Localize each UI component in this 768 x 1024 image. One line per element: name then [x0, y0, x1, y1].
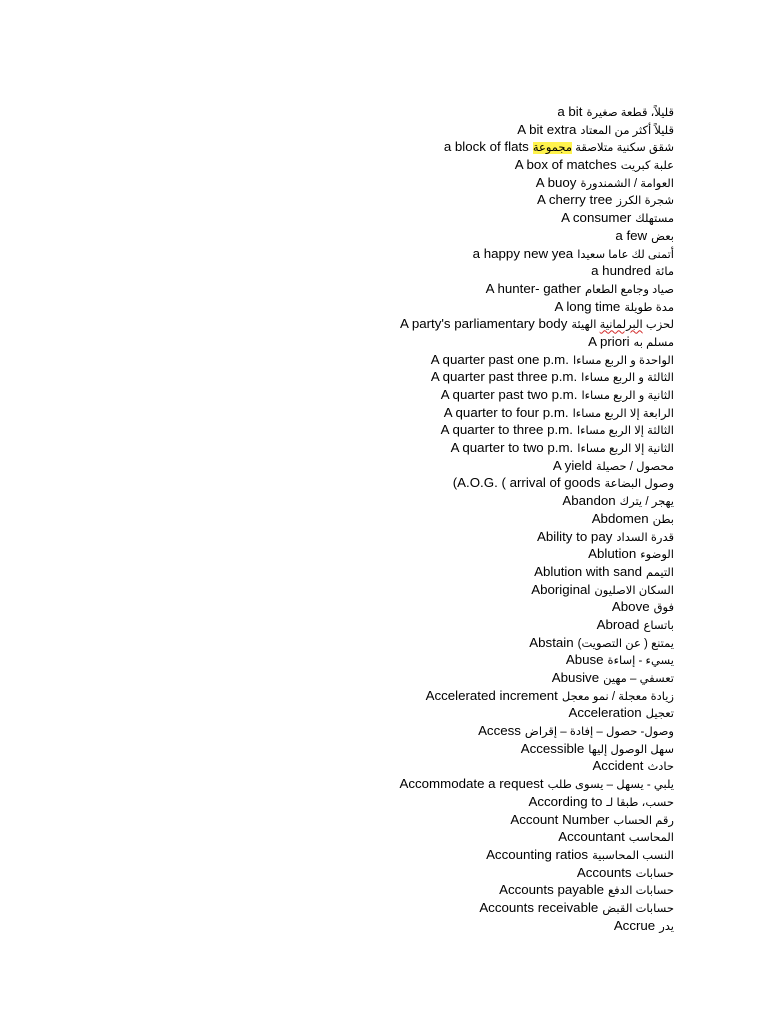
glossary-entry	[114, 563, 674, 581]
glossary-entry	[114, 333, 674, 351]
arabic-translation: الثانية و الربع مساءا	[581, 390, 674, 402]
glossary-entry	[114, 227, 674, 245]
arabic-translation: فوق	[653, 602, 674, 615]
english-term: a block of flats	[443, 139, 529, 155]
english-term: Abstain	[529, 634, 574, 650]
english-term: Accident	[592, 758, 644, 774]
glossary-entry	[114, 899, 674, 917]
glossary-entry	[114, 528, 674, 546]
english-term: Ability to pay	[536, 528, 613, 544]
english-term: A quarter past two p.m.	[440, 387, 578, 402]
glossary-entry	[114, 386, 674, 404]
english-term: A quarter past one p.m.	[430, 351, 569, 367]
english-term: Abdomen	[591, 510, 649, 526]
arabic-translation: قليلاً أكثر من المعتاد	[580, 124, 674, 137]
english-term: Accounts	[576, 864, 632, 880]
arabic-translation: حسابات القبض	[602, 902, 674, 915]
arabic-translation: حادث	[647, 761, 674, 774]
arabic-translation: السكان الاصليون	[594, 584, 674, 597]
english-term: Ablution	[588, 546, 637, 562]
glossary-entry	[114, 757, 674, 775]
arabic-translation: صياد وجامع الطعام	[584, 283, 674, 296]
arabic-translation	[571, 319, 674, 331]
english-term: a few	[615, 227, 648, 243]
glossary-entry	[114, 245, 674, 263]
english-term: a bit	[557, 104, 583, 119]
spellcheck-marked-word: البرلمانية	[599, 319, 643, 332]
glossary-entry	[114, 846, 674, 864]
english-term: Accessible	[520, 740, 585, 756]
english-term: Abusive	[551, 670, 600, 685]
glossary-entry	[114, 740, 674, 758]
arabic-translation: تعسفي – مهين	[603, 673, 674, 685]
arabic-translation: يمتنع ( عن التصويت)	[577, 637, 674, 650]
english-term: Accounts payable	[499, 882, 605, 898]
english-term: A party's parliamentary body	[400, 316, 568, 332]
arabic-translation: الرابعة إلا الربع مساءا	[572, 407, 674, 420]
arabic-translation: حسابات	[635, 867, 674, 880]
english-term: According to	[528, 793, 603, 809]
english-term: Accounting ratios	[486, 846, 589, 862]
arabic-translation: بطن	[652, 513, 674, 526]
english-term: Accountant	[558, 829, 625, 845]
english-term: A box of matches	[514, 157, 617, 173]
arabic-translation: العوامة / الشمندورة	[580, 177, 674, 190]
glossary-entry	[114, 722, 674, 740]
arabic-translation: مدة طويلة	[624, 301, 674, 314]
arabic-translation: المحاسب	[628, 832, 674, 845]
arabic-translation: أتمنى لك عاما سعيدا	[577, 248, 674, 261]
arabic-translation: النسب المحاسبية	[592, 849, 674, 862]
glossary-entry	[114, 156, 674, 174]
glossary-entry	[114, 439, 674, 457]
english-term: a happy new yea	[472, 245, 574, 261]
english-term: Abandon	[562, 493, 616, 509]
arabic-translation: بعض	[651, 230, 674, 243]
english-term: Acceleration	[568, 705, 642, 721]
glossary-entry	[114, 651, 674, 669]
arabic-translation	[533, 142, 674, 154]
english-term: Aboriginal	[531, 581, 591, 597]
english-term: A buoy	[535, 174, 577, 190]
glossary-entry	[114, 917, 674, 935]
english-term: A long time	[554, 298, 621, 314]
arabic-translation: محصول / حصيلة	[596, 460, 674, 473]
arabic-translation: مائة	[654, 266, 674, 279]
highlighted-word: مجموعة	[532, 142, 573, 155]
arabic-translation: الثالثة و الربع مساءا	[581, 372, 674, 385]
arabic-translation: شجرة الكرز	[616, 195, 674, 208]
english-term: A quarter to two p.m.	[450, 440, 574, 456]
glossary-entry	[114, 616, 674, 634]
glossary-entry	[114, 687, 674, 705]
english-term: A quarter to four p.m.	[443, 404, 569, 420]
english-term: A yield	[552, 457, 593, 473]
glossary-entry	[114, 209, 674, 227]
glossary-entry	[114, 280, 674, 298]
glossary-entry	[114, 864, 674, 882]
arabic-translation: مسلم به	[633, 336, 674, 349]
english-term: Accommodate a request	[399, 776, 544, 792]
arabic-translation: باتساع	[643, 619, 674, 632]
english-term: A hunter- gather	[485, 280, 581, 296]
glossary-entry	[114, 474, 674, 492]
glossary-entry	[114, 191, 674, 209]
english-term: A consumer	[561, 210, 632, 226]
glossary-entry	[114, 121, 674, 139]
arabic-translation: قليلاً، قطعة صغيرة	[586, 107, 674, 119]
glossary-entry	[114, 404, 674, 422]
glossary-entry	[114, 634, 674, 652]
english-term: A quarter past three p.m.	[430, 369, 578, 385]
glossary-entry	[114, 881, 674, 899]
english-term: A bit extra	[517, 121, 577, 137]
english-term: Account Number	[510, 811, 610, 827]
arabic-translation: حسابات الدفع	[608, 885, 674, 898]
english-term: Access	[478, 723, 521, 739]
glossary-entry	[114, 704, 674, 722]
english-term: A priori	[588, 333, 630, 349]
english-term: Accelerated increment	[425, 687, 558, 703]
arabic-translation: تعجيل	[645, 708, 674, 721]
glossary-list	[114, 103, 674, 934]
arabic-translation: وصول- حصول – إفادة – إقراض	[524, 726, 674, 739]
english-term: Abuse	[565, 652, 604, 668]
glossary-entry	[114, 103, 674, 121]
arabic-translation: سهل الوصول إليها	[588, 743, 674, 756]
glossary-entry	[114, 581, 674, 599]
arabic-translation: يلبي - يسهل – يسوى طلب	[547, 779, 674, 792]
english-term: Accrue	[613, 917, 656, 933]
arabic-translation: زيادة معجلة / نمو معجل	[561, 690, 674, 703]
glossary-entry	[114, 775, 674, 793]
arabic-translation-text: شقق سكنية متلاصقة	[575, 142, 674, 155]
glossary-entry	[114, 492, 674, 510]
glossary-entry	[114, 298, 674, 316]
arabic-translation: الوضوء	[640, 549, 674, 562]
english-term: Above	[611, 599, 650, 615]
arabic-translation: يدر	[659, 920, 674, 933]
arabic-translation: الثانية إلا الربع مساءا	[577, 443, 674, 456]
arabic-translation: وصول البضاعة	[604, 478, 674, 491]
glossary-entry	[114, 545, 674, 563]
english-term: Abroad	[596, 616, 640, 632]
english-term: Ablution with sand	[534, 563, 643, 579]
glossary-entry	[114, 351, 674, 369]
glossary-entry	[114, 598, 674, 616]
arabic-translation: رقم الحساب	[613, 814, 674, 827]
arabic-translation: الواحدة و الربع مساءا	[572, 354, 674, 367]
arabic-translation: قدرة السداد	[616, 531, 674, 544]
english-term: a hundred	[591, 263, 651, 279]
glossary-entry	[114, 793, 674, 811]
english-term: (A.O.G. ( arrival of goods	[452, 475, 601, 491]
english-term: A quarter to three p.m.	[440, 422, 573, 438]
arabic-translation-tail: الهيئة	[571, 319, 597, 332]
glossary-entry	[114, 174, 674, 192]
arabic-translation-text: لحزب	[645, 319, 674, 332]
arabic-translation: علبة كبريت	[620, 160, 674, 173]
arabic-translation: يسيء - إساءة	[607, 655, 674, 668]
arabic-translation: يهجر / يترك	[619, 496, 674, 509]
glossary-entry	[114, 457, 674, 475]
arabic-translation: الثالثة إلا الربع مساءا	[576, 425, 674, 438]
glossary-entry	[114, 669, 674, 687]
glossary-entry	[114, 262, 674, 280]
english-term: Accounts receivable	[479, 899, 599, 915]
glossary-entry	[114, 368, 674, 386]
glossary-entry	[114, 510, 674, 528]
glossary-entry	[114, 811, 674, 829]
glossary-entry	[114, 421, 674, 439]
arabic-translation: مستهلك	[635, 213, 674, 226]
glossary-entry	[114, 828, 674, 846]
glossary-entry	[114, 315, 674, 333]
english-term: A cherry tree	[537, 192, 613, 208]
arabic-translation: التيمم	[646, 566, 674, 579]
arabic-translation: حسب، طبقا لـ	[606, 796, 674, 809]
glossary-entry	[114, 138, 674, 156]
